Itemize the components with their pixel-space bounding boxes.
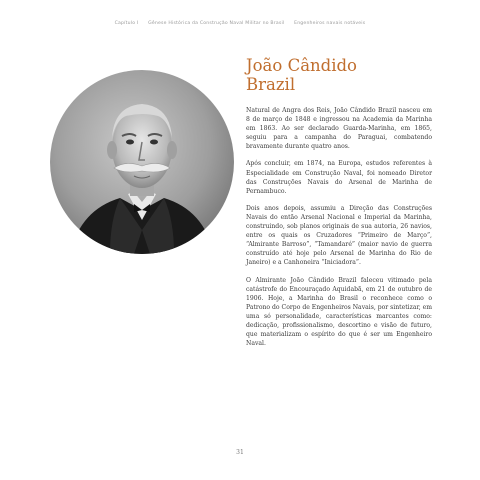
running-head-chapter: Capítulo I bbox=[114, 21, 139, 26]
running-head-section: Engenheiros navais notáveis bbox=[294, 21, 366, 26]
title-line-2: Brazil bbox=[246, 75, 296, 94]
paragraph: Após concluir, em 1874, na Europa, estudos referentes à Especialidade em Construção Naval, foi nomeado Diretor das Construções Navais do Arsenal de Marinha de Pernambuco. bbox=[246, 160, 432, 195]
paragraph: Dois anos depois, assumiu a Direção das Construções Navais do então Arsenal Nacional e Imperial da Marinha, construindo, sob planos originais de sua autoria, 26 navios, entre os quais os Cruzadores “Primeiro de Março”, “Almirante Barroso”, “Tamandaré” (maior navio de guerra construído até hoje pelo Arsenal de Marinha do Rio de Janeiro) e a Canhoneira “Iniciadora”. bbox=[246, 204, 432, 267]
running-head bbox=[0, 21, 480, 26]
page-title bbox=[246, 56, 357, 94]
portrait-photo-icon bbox=[50, 70, 234, 254]
portrait-photo bbox=[50, 70, 234, 254]
page-number: 31 bbox=[236, 449, 244, 456]
title-line-1: João Cândido bbox=[246, 56, 357, 75]
paragraph: Natural de Angra dos Reis, João Cândido Brazil nasceu em 8 de março de 1848 e ingressou na Academia da Marinha em 1863. Ao ser declarado Guarda-Marinha, em 1865, seguiu para a campanha do Paraguai, combatendo bravamente durante quatro anos. bbox=[246, 107, 432, 151]
biography-text bbox=[246, 106, 432, 356]
paragraph: O Almirante João Cândido Brazil faleceu vitimado pela catástrofe do Encouraçado Aquidabã, em 21 de outubro de 1906. Hoje, a Marinha do Brasil o reconhece como o Patrono do Corpo de Engenheiros Navais, por sintetizar, em uma só personalidade, características marcantes como: dedicação, profissionalismo, descortino e visão de futuro, que materializam o espírito do que é ser um Engenheiro Naval. bbox=[246, 276, 432, 348]
running-head-book: Gênese Histórica da Construção Naval Militar no Brasil bbox=[148, 21, 285, 26]
